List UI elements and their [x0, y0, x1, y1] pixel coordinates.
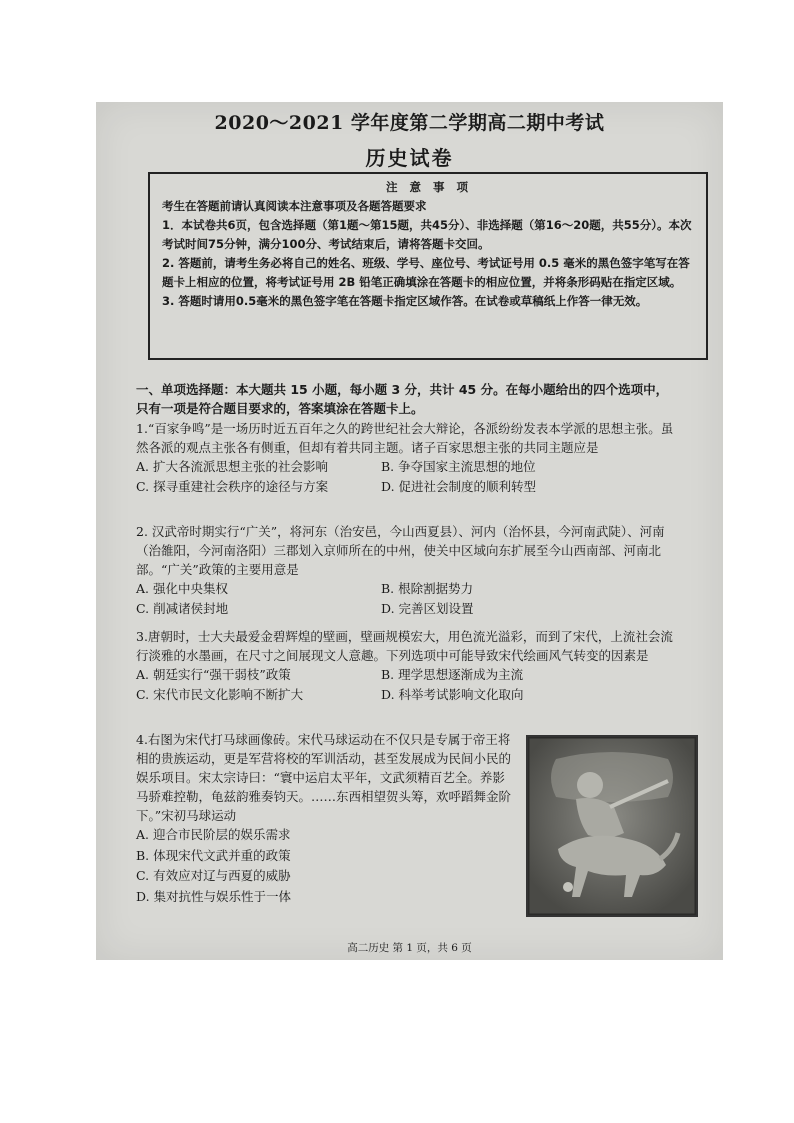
exam-subtitle: 历史试卷: [365, 146, 454, 170]
option-a: A. 朝廷实行“强干弱枝”政策: [136, 667, 291, 682]
option-list: [136, 457, 676, 497]
page-footer: 高二历史 第 1 页，共 6 页: [347, 942, 472, 954]
section-header: 一、单项选择题：本大题共 15 小题，每小题 3 分，共计 45 分。在每小题给出的四个选项中，只有一项是符合题目要求的，答案填涂在答题卡上。: [136, 382, 669, 416]
option-d: D. 完善区划设置: [381, 601, 474, 616]
option-b: B. 争夺国家主流思想的地位: [381, 459, 536, 474]
exam-page: [96, 102, 723, 960]
notice-item: 2. 答题前，请考生务必将自己的姓名、班级、学号、座位号、考试证号用 0.5 毫米的黑色签字笔写在答题卡上相应的位置，将考试证号用 2B 铅笔正确填涂在答题卡的相应位置，并将条形码贴在指定区域。: [162, 256, 690, 289]
option-c: C. 削减诸侯封地: [136, 601, 229, 616]
option-a: A. 迎合市民阶层的娱乐需求: [136, 827, 291, 842]
option-a: A. 强化中央集权: [136, 581, 228, 596]
question-stem: 4.右图为宋代打马球画像砖。宋代马球运动在不仅只是专属于帝王将相的贵族运动，更是军营将校的军训活动，甚至发展成为民间小民的娱乐项目。宋太宗诗曰：“寰中运启太平年，文武须精百艺全。养影马骄难控勒，龟兹韵雅奏钧天。……东西相望贺头筹，欢呼蹈舞金阶下。”宋初马球运动: [136, 732, 512, 823]
option-b: B. 理学思想逐渐成为主流: [381, 667, 524, 682]
question-4: [136, 730, 516, 907]
question-3: [136, 627, 676, 705]
question-2: [136, 522, 676, 619]
polo-brick-relief-image: [526, 735, 698, 917]
notice-heading: 注 意 事 项: [385, 180, 472, 194]
question-1: [136, 419, 676, 497]
option-list: [136, 825, 516, 907]
notice-intro: 考生在答题前请认真阅读本注意事项及各题答题要求: [162, 199, 427, 213]
question-stem: 3.唐朝时，士大夫最爱金碧辉煌的壁画，壁画规模宏大，用色流光溢彩，而到了宋代，上流社会流行淡雅的水墨画，在尺寸之间展现文人意趣。下列选项中可能导致宋代绘画风气转变的因素是: [136, 629, 673, 663]
notice-item: 3. 答题时请用0.5毫米的黑色签字笔在答题卡指定区域作答。在试卷或草稿纸上作答一律无效。: [162, 294, 648, 308]
option-b: B. 体现宋代文武并重的政策: [136, 847, 291, 863]
option-c: C. 宋代市民文化影响不断扩大: [136, 687, 304, 702]
option-d: D. 集对抗性与娱乐性于一体: [136, 888, 292, 904]
option-list: [136, 579, 676, 619]
question-stem: 2. 汉武帝时期实行“广关”，将河东（治安邑，今山西夏县）、河内（治怀县，今河南武陡）、河南（治雒阳，今河南洛阳）三郡划入京师所在的中州，使关中区域向东扩展至今山西南部、河南北部。“广关”政策的主要用意是: [136, 524, 665, 577]
option-b: B. 根除割据势力: [381, 581, 474, 596]
exam-title: 2020～2021 学年度第二学期高二期中考试: [214, 112, 605, 134]
notice-item: 1．本试卷共6页，包含选择题（第1题～第15题，共45分）、非选择题（第16～20题，共55分）。本次考试时间75分钟，满分100分、考试结束后，请将答题卡交回。: [162, 218, 692, 251]
option-c: C. 有效应对辽与西夏的威胁: [136, 868, 291, 883]
option-c: C. 探寻重建社会秩序的途径与方案: [136, 479, 329, 494]
option-list: [136, 665, 676, 705]
question-stem: 1.“百家争鸣”是一场历时近五百年之久的跨世纪社会大辩论，各派纷纷发表本学派的思想主张。虽然各派的观点主张各有侧重，但却有着共同主题。诸子百家思想主张的共同主题应是: [136, 421, 674, 455]
option-d: D. 促进社会制度的顺利转型: [381, 479, 537, 494]
option-d: D. 科举考试影响文化取向: [381, 687, 524, 702]
notice-box: [148, 172, 708, 360]
option-a: A. 扩大各流派思想主张的社会影响: [136, 459, 328, 474]
